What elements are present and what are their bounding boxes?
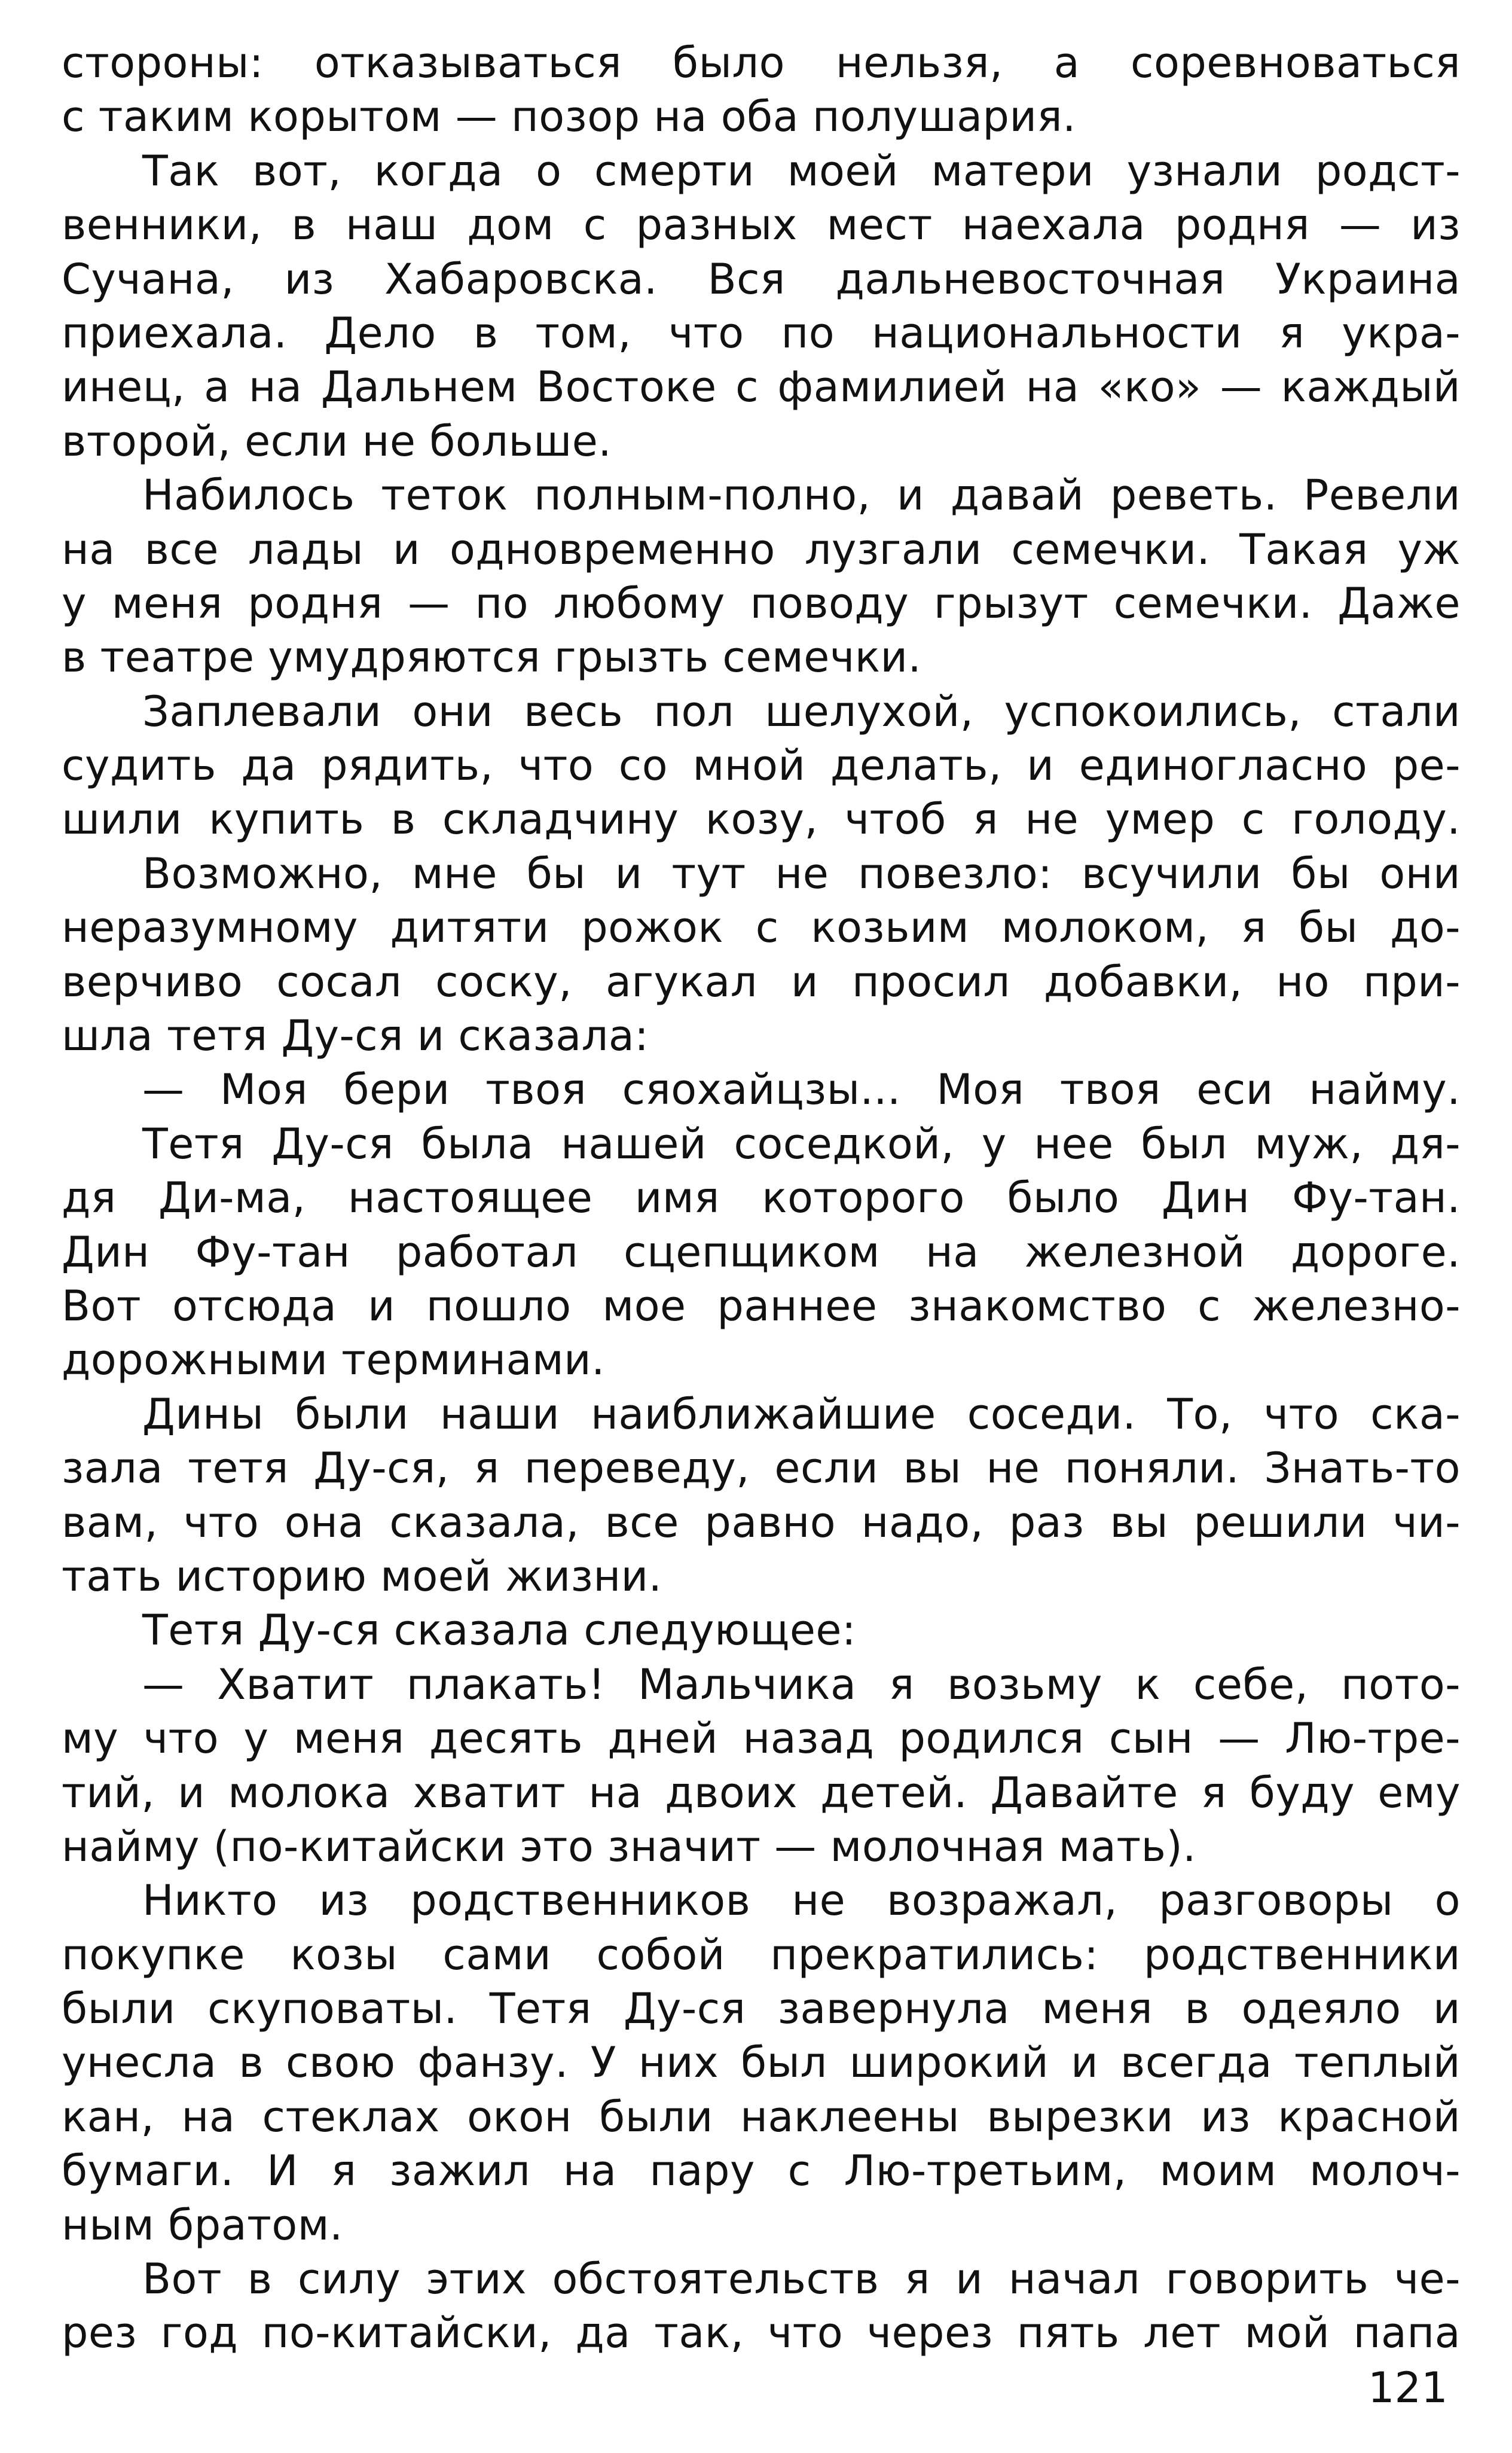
text-line: дорожными терминами. [62,1335,605,1385]
text-line: найму (по-китайски это значит — молочная мать). [62,1822,1196,1871]
text-line: ным братом. [62,2200,343,2250]
text-line: зала тетя Ду-ся, я переведу, если вы не поняли. Знать-то [62,1444,1461,1493]
text-line: Дины были наши наиближайшие соседи. То, что ска- [142,1389,1461,1439]
page-number: 121 [1368,2363,1448,2412]
text-line: унесла в свою фанзу. У них был широкий и всегда теплый [62,2038,1461,2088]
text-line: верчиво сосал соску, агукал и просил добавки, но при- [62,957,1461,1006]
text-line: тать историю моей жизни. [62,1551,662,1601]
text-line: неразумному дитяти рожок с козьим молоком, я бы до- [62,903,1461,953]
text-line: — Моя бери твоя сяохайцзы... Моя твоя еси найму. [142,1065,1461,1115]
text-line: Возможно, мне бы и тут не повезло: всучили бы они [142,849,1461,898]
text-line: — Хватит плакать! Мальчика я возьму к себе, пото- [142,1659,1461,1709]
text-line: инец, а на Дальнем Востоке с фамилией на «ко» — каждый [62,362,1461,412]
text-line: вам, что она сказала, все равно надо, раз вы решили чи- [62,1497,1461,1547]
text-line: Так вот, когда о смерти моей матери узнали родст- [142,146,1461,196]
text-line: дя Ди-ма, настоящее имя которого было Дин Фу-тан. [62,1173,1461,1223]
text-line: были скуповаты. Тетя Ду-ся завернула меня в одеяло и [62,1984,1461,2034]
text-line: второй, если не больше. [62,416,612,466]
text-line: Тетя Ду-ся сказала следующее: [142,1606,857,1655]
text-line: стороны: отказываться было нельзя, а соревноваться [62,38,1461,87]
text-line: Набилось теток полным-полно, и давай реветь. Ревели [142,471,1461,520]
text-line: рез год по-китайски, да так, что через пять лет мой папа [62,2308,1461,2358]
text-line: у меня родня — по любому поводу грызут семечки. Даже [62,578,1461,628]
text-line: кан, на стеклах окон были наклеены вырезки из красной [62,2092,1461,2141]
text-line: Вот в силу этих обстоятельств я и начал говорить че- [142,2254,1461,2304]
text-line: венники, в наш дом с разных мест наехала родня — из [62,200,1461,250]
text-line: тий, и молока хватит на двоих детей. Давайте я буду ему [62,1768,1461,1817]
text-line: бумаги. И я зажил на пару с Лю-третьим, моим молоч- [62,2146,1461,2196]
text-line: Вот отсюда и пошло мое раннее знакомство с железно- [62,1281,1461,1331]
text-line: в театре умудряются грызть семечки. [62,633,922,682]
text-line: Никто из родственников не возражал, разговоры о [142,1876,1461,1926]
book-page-text [62,36,1461,2360]
text-line: Тетя Ду-ся была нашей соседкой, у нее был муж, дя- [142,1119,1461,1168]
text-line: му что у меня десять дней назад родился сын — Лю-тре- [62,1714,1461,1764]
text-line: шили купить в складчину козу, чтоб я не умер с голоду. [62,795,1461,844]
text-line: приехала. Дело в том, что по национальности я укра- [62,308,1461,358]
text-line: на все лады и одновременно лузгали семечки. Такая уж [62,524,1461,574]
text-line: Заплевали они весь пол шелухой, успокоились, стали [142,687,1461,736]
text-line: Дин Фу-тан работал сцепщиком на железной дороге. [62,1227,1461,1277]
text-line: судить да рядить, что со мной делать, и единогласно ре- [62,741,1461,791]
text-line: Сучана, из Хабаровска. Вся дальневосточная Украина [62,254,1461,304]
text-line: шла тетя Ду-ся и сказала: [62,1011,649,1061]
text-line: покупке козы сами собой прекратились: родственники [62,1930,1461,1979]
text-line: с таким корытом — позор на оба полушария. [62,92,1076,142]
